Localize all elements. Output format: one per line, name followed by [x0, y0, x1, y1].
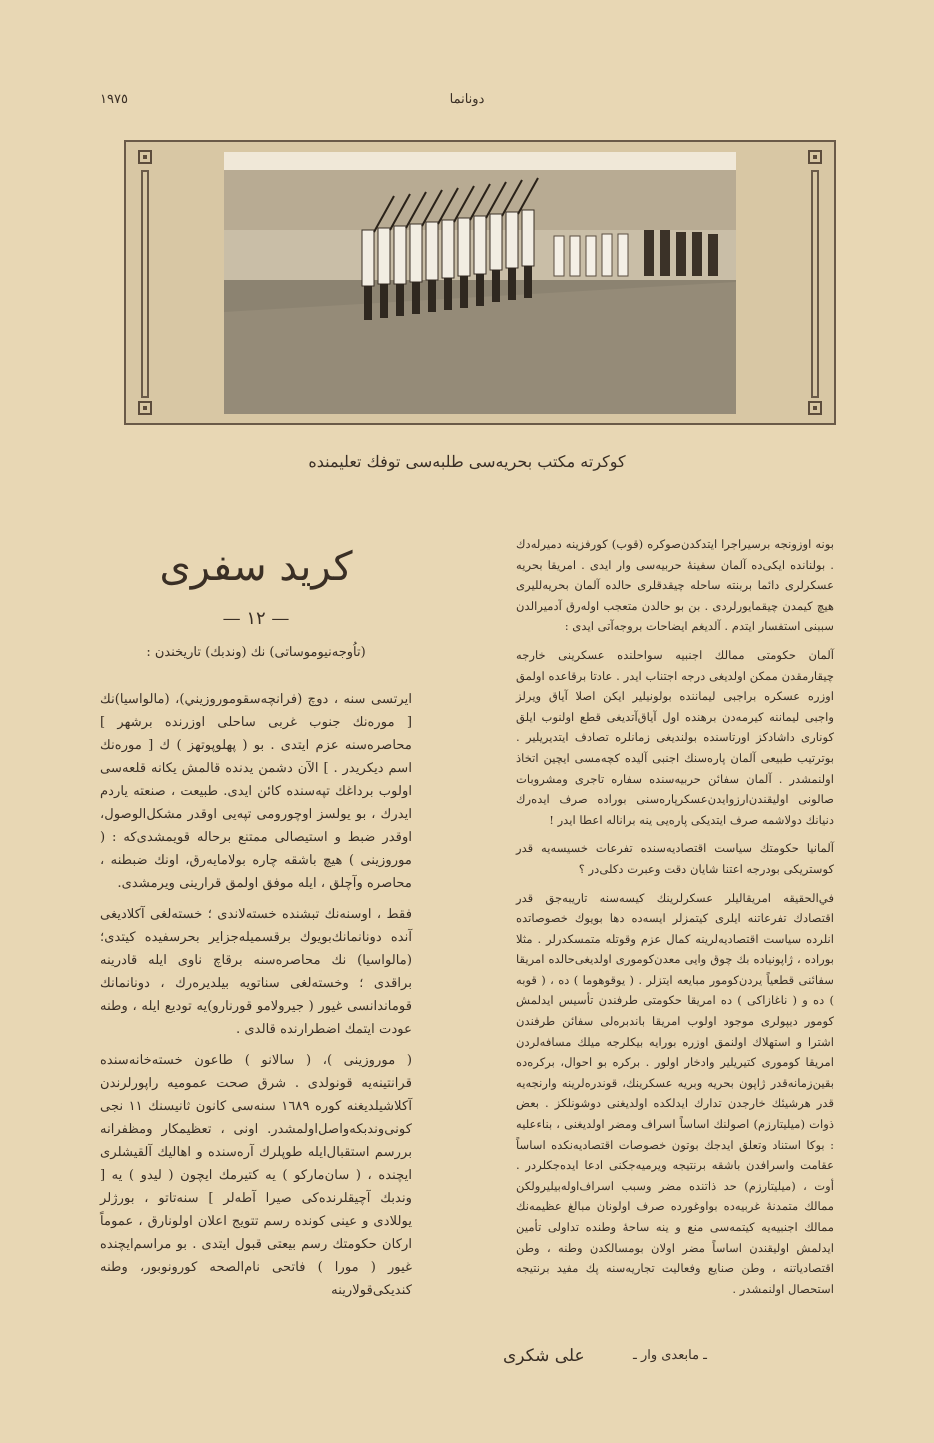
article-title: كريد سفرى: [159, 544, 353, 590]
paragraph: ايرتسى سنه ، دوچ (فرانچه‌سقوموروزيني)، (مالواسيا)نك [ موره‌نك جنوب غربى ساحلى اوزرنده برشهر ] محاصره‌سنه عزم ايتدى . بو ( پهلوپوتهز ) ك [ موره‌نك اسم ديكريدر . ] الآن دشمن يدنده قالمش يكانه قلعه‌سى اولوب برداغك تپه‌سنده كائن ايدى. طبيعت ، صنعته ياردم ايدرك ، بو يولسز اوچورومى تپه‌يى اوقدر مشكل‌الوصول، اوقدر ضبط و استيصالى ممتنع برحاله قويمشدى‌كه : ( موروزينى ) هيچ باشقه چاره بولامايه‌رق، اونك ضبطنه ، محاصره وآچلق ، ايله موفق اولمق قرارينى ويرمشدى.: [100, 692, 412, 891]
photo-frame: [124, 140, 836, 425]
corner-box: [138, 150, 152, 164]
article-number: — ١٢ —: [222, 608, 290, 629]
right-column: [516, 534, 834, 1307]
left-column: [100, 688, 412, 1310]
side-bar: [141, 170, 149, 398]
corner-box: [808, 150, 822, 164]
corner-box: [808, 401, 822, 415]
author-signature: على شكرى: [503, 1346, 585, 1366]
paragraph: فقط ، اوسنه‌نك تبشنده خسته‌لاندى ؛ خسته‌لغى آكلاديغى آنده دونانمانك‌بويوك برقسميله‌جزاير بحرسفيده كيتدى؛ (مالواسيا) نك محاصره‌سنه برقاچ ناوى ايله قادرينه براقدى ؛ وخسته‌لغى سناتويه بيلديره‌رك ، دونانمانك قوماندانسى غيور ( جيرولامو قورنارو)يه توديع ايله ، وطنه عودت ايتمك اضطرارنده قالدى .: [100, 907, 412, 1037]
article-subtitle: (تاُوجه‌نيوموساتى) نك (وندبك) تاريخندن :: [146, 645, 366, 660]
paragraph: في‌الحقيقه امريقاليلر عسكرلرينك كيسه‌سنه تاريبه‌جق قدر اقتصادك تفرعاتنه ايلرى كيتمزلر ايسه‌ده دها بويوك خصوصاتده انلرده سياست اقتصاديه‌لرينه كمال عزم وقوتله متمسكدرلر . مثلا بوراده ، ژاپونياده بك چوق وايى معدن‌كومورى اولديغى‌حالده امريقا سفائنى قطعياً يردن‌كومور مبايعه ايتزلر . ( يوقوهوما ) ده ، ( قوبه ) ده و ( ناغازاكى ) ده امريقا حكومتى طرفندن تأسيس ايدلمش كومور ديپولرى موجود اولوب امريقا باندبره‌لى سفائن طرفندن اشترا و استهلاك اولنمق اوزره بورايه بيكلرجه ميلك مسافه‌لردن امريقا كومورى كتيريلير وادخار اولور . بركره بو احوال، بركره‌ده بقين‌زمانه‌قدر ژاپون بحريه وبريه عسكرينك، قوندره‌لرينه وارنجه‌يه قدر هرشيئك خارجدن تدارك ايدلكده اولديغنى دوشونلكز . بعض ذوات (ميليتارزم) اصولنك اساساً اسراف ومضر اولديغنى ، بناءعليه : بوكا استناد وتعلق ايدجك بوتون خصوصات اقتصاديه‌نكده اساساً عقامت واسرافدن باشقه برنتيجه ويرميه‌جكنى ادعا ايده‌جكلردر . أوت ، (ميليتارزم) حد ذاتنده مضر وسبب اسراف‌اوله‌بيلير‌ولكن ممالك متمدنهٔ غربيه‌ده بواوغورده صرف اولونان مبالغ عظيمه‌نك ممالك اجنبيه‌يه كيتمه‌سى منع و ينه ساحهٔ وطنده تداولى تأمين ايدلمش اوليقندن اساساً مضر اولان بومسالكدن وطنه ، وطن اقتصادياتنه ، وطن صنايع وفعاليت تجاريه‌سنه پك مفيد برنتيجه استحصال اولنمشدر .: [516, 890, 834, 1296]
figure-caption: كوكرته مكتب بحريه‌سى طلبه‌سى توفك تعليمنده: [308, 452, 626, 471]
cadet-drill-image: [224, 152, 736, 414]
continued-note: ـ مابعدى وار ـ: [633, 1348, 707, 1363]
paragraph: بونه اوزونجه برسيراجرا ايتدكدن‌صوكره (قوب) كورفزينه دميرله‌دك . بولنانده ايكى‌ده آلمان سفينهٔ حربيه‌سى وار ايدى . امريقا بحريه عسكرلرى دائما بربنته ساحله چيقدقلرى حالده آلمان بحريه‌لليرى هيچ كيمدن چيقمايورلردى . بن بو حالدن متعجب اوله‌رق آدميرالدن سببنى استفسار ايتدم . آلديغم ايضاحات بروجه‌آتى ايدى :: [516, 537, 834, 634]
side-bar: [811, 170, 819, 398]
photo: [224, 152, 736, 414]
paragraph: آلمان حكومتى ممالك اجنبيه سواحلنده عسكرينى خارجه چيقارمقدن ممكن اولديغى درجه اجتناب ايدر . عادتا برقاعده اولمق اوزره عسكره براجبى ليماننده بولونيلير ايكن اصلا آياق ويرلز واجبى ليماننه كيرمه‌دن برهنده اول آياق‌آتديغى قطع اولنوب ايلق كونارى داشادكز اورتاسنده بولنديغى زمانلره تصادف ايتديريلير . بوترتيب طبيعى آلمان پاره‌سنك اجنبى آليده كچه‌مسى ايچين اتخاذ اولنمشدر . آلمان سفائن حربيه‌سنده سفاره تاجرى ومشروبات صالونى اوليقندن‌ارزوايدن‌عسكرپاره‌سنى بوراده صرف ايده‌رك دنيانك دولاشمه صرف ايتديكى پاره‌يى ينه براناله اعطا ايدر !: [516, 647, 834, 827]
running-head: دونانما: [449, 92, 485, 107]
paragraph: آلمانيا حكومتك سياست اقتصاديه‌سنده تفرعات خسيسه‌يه قدر كوستريكى بودرجه اعتنا شايان دقت وعبرت دكلى‌در ؟: [516, 841, 834, 876]
paragraph: ( موروزينى )، ( سالانو ) طاعون خسته‌خانه‌سنده قرانتينه‌يه قونولدى . شرق صحت عموميه راپورلرندن آكلاشيلديغنه كوره ١٦٨٩ سنه‌سى كانون ثانيسنك ١١ نجى كونى‌وندبكه‌واصل‌اولمشدر. اونى ، تعظيمكار ومظفرانه بررسم استقبال‌ايله طوپلرك آره‌سنده و اهاليك آلقيشلرى ايچنده ، ( سان‌ماركو ) يه كتيرمك ايچون ( ليدو ) يه [ وندبك آچيقلرنده‌كى صيرا آطه‌لر ] سنه‌تاتو ، بورژلر يوللادى و عينى كونده رسم تتويج اعلان اولونارق ، عموماً اركان حكومتك رسم بيعتى قبول ايتدى . بو مراسم‌ايچنده غيور ( مورا ) فاتحى نام‌الصحه كورونوبور، وطنه كنديكى‌قولارينه: [100, 1053, 412, 1298]
page-number: ١٩٧٥: [100, 92, 128, 107]
corner-box: [138, 401, 152, 415]
